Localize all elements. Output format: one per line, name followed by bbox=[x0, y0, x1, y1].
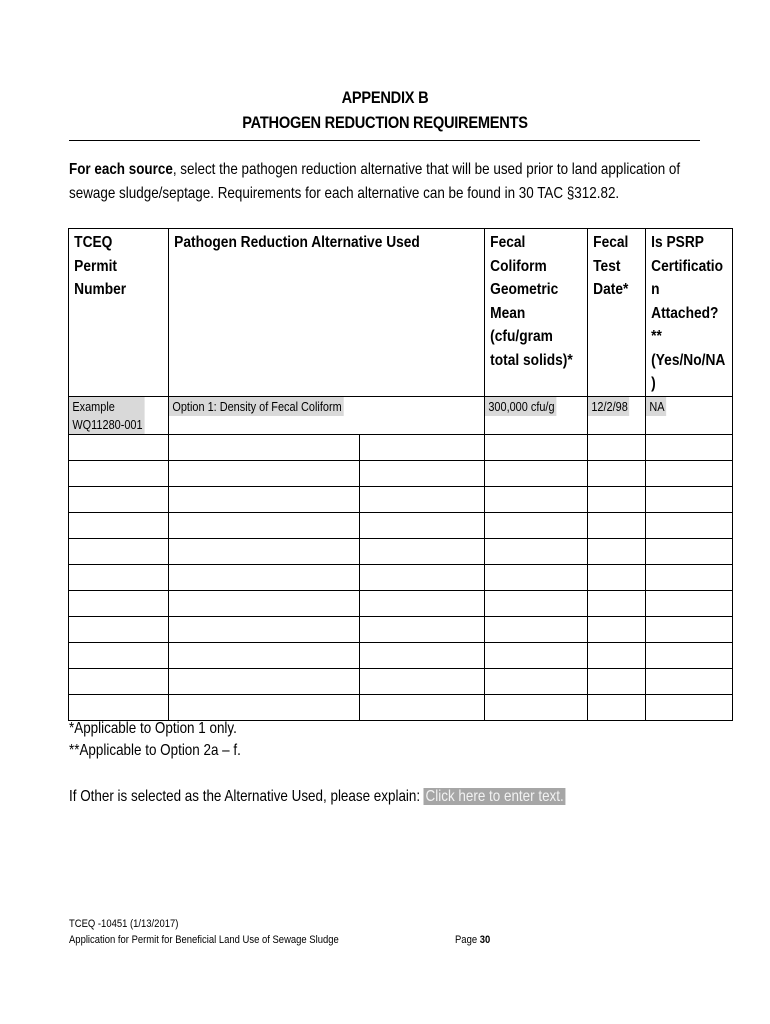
alternative-dropdown[interactable] bbox=[169, 565, 484, 590]
alternative-dropdown-extra bbox=[360, 539, 484, 564]
test-date-cell[interactable] bbox=[588, 590, 646, 616]
alternative-dropdown-field[interactable] bbox=[169, 435, 360, 460]
test-date-cell[interactable] bbox=[588, 538, 646, 564]
example-psrp: NA bbox=[646, 396, 733, 434]
example-test-date: 12/2/98 bbox=[588, 396, 646, 434]
alternative-cell[interactable] bbox=[169, 564, 485, 590]
table-row bbox=[69, 590, 733, 616]
alternative-dropdown-extra bbox=[360, 565, 484, 590]
alternative-dropdown[interactable] bbox=[169, 513, 484, 538]
coliform-mean-cell[interactable] bbox=[485, 564, 588, 590]
intro-line-2: sewage sludge/septage. Requirements for each alternative can be found in 30 TAC §312.82. bbox=[69, 185, 620, 202]
alternative-cell[interactable] bbox=[169, 694, 485, 720]
psrp-cell[interactable] bbox=[646, 616, 733, 642]
table-row bbox=[69, 460, 733, 486]
permit-number-cell[interactable] bbox=[69, 564, 169, 590]
alternative-cell[interactable] bbox=[169, 512, 485, 538]
coliform-mean-cell[interactable] bbox=[485, 538, 588, 564]
intro-line-1-rest: , select the pathogen reduction alternative that will be used prior to land application of bbox=[172, 161, 681, 178]
permit-number-cell[interactable] bbox=[69, 512, 169, 538]
alternative-dropdown[interactable] bbox=[169, 435, 484, 460]
coliform-mean-cell[interactable] bbox=[485, 512, 588, 538]
footer-page-number bbox=[455, 934, 490, 946]
table-row bbox=[69, 668, 733, 694]
coliform-mean-cell[interactable] bbox=[485, 616, 588, 642]
table-row bbox=[69, 512, 733, 538]
coliform-mean-cell[interactable] bbox=[485, 434, 588, 460]
alternative-cell[interactable] bbox=[169, 668, 485, 694]
alternative-dropdown-extra bbox=[360, 513, 484, 538]
title-divider bbox=[69, 140, 700, 141]
header-alternative-used: Pathogen Reduction Alternative Used bbox=[169, 229, 485, 397]
permit-number-cell[interactable] bbox=[69, 642, 169, 668]
alternative-dropdown[interactable] bbox=[169, 643, 484, 668]
alternative-cell[interactable] bbox=[169, 538, 485, 564]
test-date-cell[interactable] bbox=[588, 694, 646, 720]
alternative-dropdown-extra bbox=[360, 669, 484, 694]
page-label: Page bbox=[455, 934, 480, 946]
alternative-dropdown-field[interactable] bbox=[169, 565, 360, 590]
table-row bbox=[69, 486, 733, 512]
coliform-mean-cell[interactable] bbox=[485, 486, 588, 512]
alternative-dropdown-field[interactable] bbox=[169, 643, 360, 668]
alternative-dropdown-field[interactable] bbox=[169, 617, 360, 642]
table-row bbox=[69, 564, 733, 590]
coliform-mean-cell[interactable] bbox=[485, 668, 588, 694]
example-coliform-mean: 300,000 cfu/g bbox=[485, 396, 588, 434]
alternative-dropdown-field[interactable] bbox=[169, 539, 360, 564]
alternative-dropdown-extra bbox=[360, 591, 484, 616]
page-number: 30 bbox=[479, 934, 491, 946]
footnote-option-1: *Applicable to Option 1 only. bbox=[69, 720, 237, 737]
permit-number-cell[interactable] bbox=[69, 590, 169, 616]
header-fecal-coliform-mean: Fecal Coliform Geometric Mean (cfu/gram total solids)* bbox=[485, 229, 588, 397]
alternative-cell[interactable] bbox=[169, 486, 485, 512]
other-explanation bbox=[69, 788, 565, 806]
intro-line-1 bbox=[69, 161, 707, 179]
psrp-cell[interactable] bbox=[646, 460, 733, 486]
alternative-dropdown-extra bbox=[360, 487, 484, 512]
permit-number-cell[interactable] bbox=[69, 434, 169, 460]
header-permit-number: TCEQ Permit Number bbox=[69, 229, 169, 397]
psrp-cell[interactable] bbox=[646, 590, 733, 616]
alternative-cell[interactable] bbox=[169, 642, 485, 668]
alternative-dropdown-extra bbox=[360, 461, 484, 486]
alternative-dropdown-field[interactable] bbox=[169, 513, 360, 538]
example-alternative: Option 1: Density of Fecal Coliform bbox=[169, 396, 485, 434]
permit-number-cell[interactable] bbox=[69, 668, 169, 694]
alternative-dropdown-field[interactable] bbox=[169, 695, 360, 720]
permit-number-cell[interactable] bbox=[69, 538, 169, 564]
intro-bold-lead: For each source bbox=[69, 161, 173, 178]
other-explanation-input[interactable]: Click here to enter text. bbox=[425, 788, 564, 805]
alternative-dropdown[interactable] bbox=[169, 487, 484, 512]
test-date-cell[interactable] bbox=[588, 642, 646, 668]
alternative-dropdown[interactable] bbox=[169, 695, 484, 720]
alternative-dropdown[interactable] bbox=[169, 461, 484, 486]
footer-form-title: Application for Permit for Beneficial Land Use of Sewage Sludge bbox=[69, 934, 339, 946]
pathogen-reduction-table bbox=[68, 228, 733, 721]
footnote-option-2: **Applicable to Option 2a – f. bbox=[69, 742, 241, 759]
coliform-mean-cell[interactable] bbox=[485, 460, 588, 486]
psrp-cell[interactable] bbox=[646, 694, 733, 720]
test-date-cell[interactable] bbox=[588, 668, 646, 694]
permit-number-cell[interactable] bbox=[69, 616, 169, 642]
test-date-cell[interactable] bbox=[588, 486, 646, 512]
alternative-dropdown[interactable] bbox=[169, 617, 484, 642]
psrp-cell[interactable] bbox=[646, 538, 733, 564]
alternative-dropdown-field[interactable] bbox=[169, 461, 360, 486]
alternative-dropdown[interactable] bbox=[169, 669, 484, 694]
table-row bbox=[69, 616, 733, 642]
coliform-mean-cell[interactable] bbox=[485, 694, 588, 720]
permit-number-cell[interactable] bbox=[69, 486, 169, 512]
psrp-cell[interactable] bbox=[646, 564, 733, 590]
header-fecal-test-date: Fecal Test Date* bbox=[588, 229, 646, 397]
alternative-dropdown-extra bbox=[360, 695, 484, 720]
footer-form-id: TCEQ -10451 (1/13/2017) bbox=[69, 918, 179, 930]
psrp-cell[interactable] bbox=[646, 434, 733, 460]
psrp-cell[interactable] bbox=[646, 486, 733, 512]
example-row bbox=[69, 396, 733, 434]
psrp-cell[interactable] bbox=[646, 512, 733, 538]
table-row bbox=[69, 538, 733, 564]
psrp-cell[interactable] bbox=[646, 668, 733, 694]
alternative-cell[interactable] bbox=[169, 616, 485, 642]
alternative-cell[interactable] bbox=[169, 434, 485, 460]
permit-number-cell[interactable] bbox=[69, 460, 169, 486]
permit-number-cell[interactable] bbox=[69, 694, 169, 720]
table-row bbox=[69, 642, 733, 668]
coliform-mean-cell[interactable] bbox=[485, 590, 588, 616]
test-date-cell[interactable] bbox=[588, 512, 646, 538]
table-row bbox=[69, 694, 733, 720]
psrp-cell[interactable] bbox=[646, 642, 733, 668]
header-psrp-certification: Is PSRP Certificatio n Attached? ** (Yes/No/NA ) bbox=[646, 229, 733, 397]
alternative-dropdown-field[interactable] bbox=[169, 669, 360, 694]
example-permit-number: Example WQ11280-001 bbox=[69, 396, 169, 434]
alternative-cell[interactable] bbox=[169, 460, 485, 486]
coliform-mean-cell[interactable] bbox=[485, 642, 588, 668]
alternative-dropdown-extra bbox=[360, 617, 484, 642]
alternative-dropdown-field[interactable] bbox=[169, 591, 360, 616]
test-date-cell[interactable] bbox=[588, 434, 646, 460]
appendix-title: APPENDIX B bbox=[341, 88, 429, 107]
alternative-cell[interactable] bbox=[169, 590, 485, 616]
appendix-subtitle: PATHOGEN REDUCTION REQUIREMENTS bbox=[242, 113, 528, 132]
alternative-dropdown-extra bbox=[360, 643, 484, 668]
test-date-cell[interactable] bbox=[588, 616, 646, 642]
alternative-dropdown[interactable] bbox=[169, 591, 484, 616]
test-date-cell[interactable] bbox=[588, 460, 646, 486]
alternative-dropdown[interactable] bbox=[169, 539, 484, 564]
alternative-dropdown-field[interactable] bbox=[169, 487, 360, 512]
other-explanation-prompt: If Other is selected as the Alternative Used, please explain: bbox=[69, 788, 424, 805]
table-row bbox=[69, 434, 733, 460]
table-header-row bbox=[69, 229, 733, 397]
alternative-dropdown-extra bbox=[360, 435, 484, 460]
test-date-cell[interactable] bbox=[588, 564, 646, 590]
